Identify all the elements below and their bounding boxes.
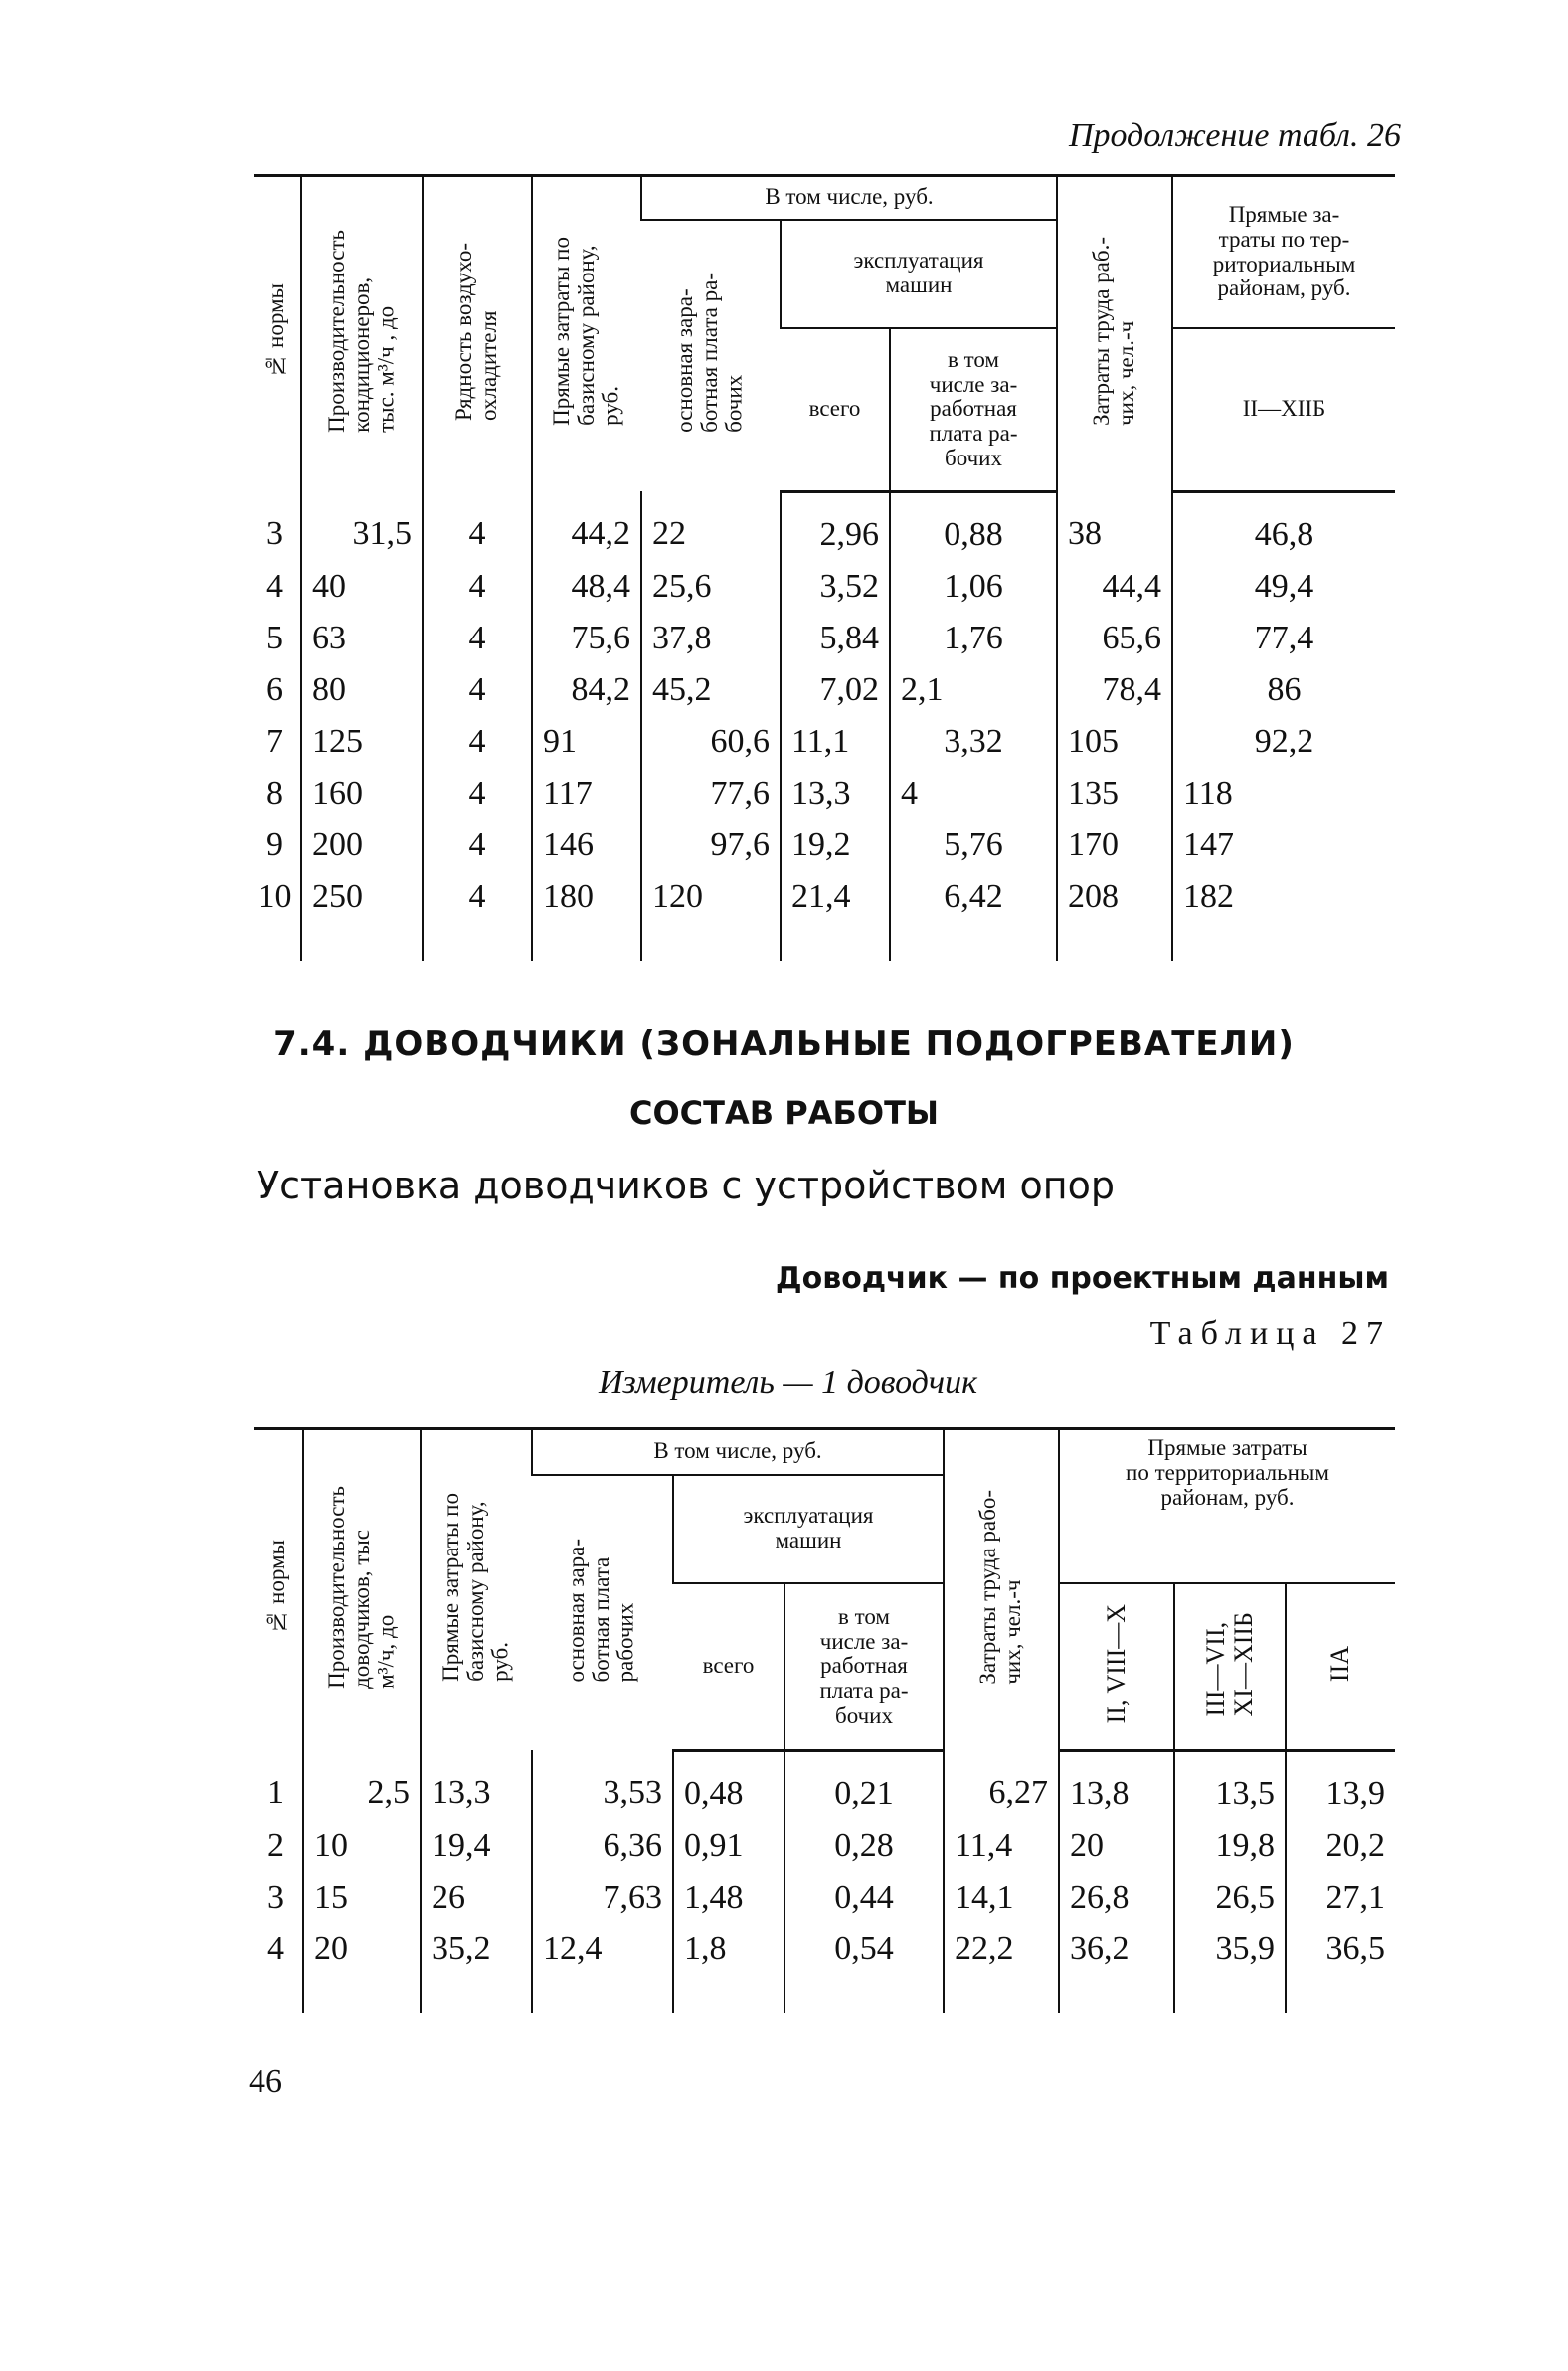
table-cell: 86 xyxy=(1172,664,1395,716)
table-cell: 3 xyxy=(267,1878,284,1915)
col-incl-wage-header: в том числе за- работная плата ра- бочих xyxy=(890,328,1057,491)
header-label: Рядность воздухо- охладителя xyxy=(451,242,501,421)
table-cell: 13,3 xyxy=(421,1750,532,1820)
header-label: № нормы xyxy=(264,1540,290,1635)
table-cell: 22 xyxy=(641,491,781,561)
table-cell: 21,4 xyxy=(781,871,890,961)
header-label: основная зара- ботная плата ра- бочих xyxy=(672,273,747,434)
col-labor-header xyxy=(944,1429,1059,1751)
machines-group-header: эксплуатация машин xyxy=(673,1475,944,1584)
header-label: Прямые затраты по базисному району, руб. xyxy=(548,237,623,427)
table-cell: 26,5 xyxy=(1174,1872,1286,1923)
col-direct-base-header xyxy=(421,1429,532,1751)
col-incl-wage-header: в том числе за- работная плата ра- бочих xyxy=(784,1583,944,1750)
col-wage-header xyxy=(532,1475,673,1751)
table-cell: 125 xyxy=(301,716,423,768)
table-cell: 182 xyxy=(1172,871,1395,961)
table-row xyxy=(254,1820,1395,1872)
table-cell: 3 xyxy=(266,514,283,552)
table-cell: 27,1 xyxy=(1286,1872,1395,1923)
table-cell: 35,2 xyxy=(421,1923,532,2013)
table-cell: 118 xyxy=(1172,768,1395,820)
table-cell: 60,6 xyxy=(641,716,781,768)
header-label: III—VII, XI—XIIБ xyxy=(1200,1611,1258,1717)
table-cell: 4 xyxy=(423,716,532,768)
table-cell: 49,4 xyxy=(1172,561,1395,613)
incl-group-header: В том числе, руб. xyxy=(532,1429,944,1475)
col-norm-header xyxy=(254,176,301,492)
header-label: основная зара- ботная плата рабочих xyxy=(564,1538,638,1683)
page-number: 46 xyxy=(249,2063,282,2099)
header-label: Производительность доводчиков, тыс м³/ч, до xyxy=(323,1486,399,1690)
table-cell: 37,8 xyxy=(641,613,781,664)
composition-title: СОСТАВ РАБОТЫ xyxy=(628,1094,940,1132)
header-label: Производительность кондиционеров, тыс. м³/ч , до xyxy=(323,230,399,434)
table-cell: 5,84 xyxy=(781,613,890,664)
table-cell: 38 xyxy=(1057,491,1172,561)
table-cell: 105 xyxy=(1057,716,1172,768)
table-cell: 117 xyxy=(532,768,641,820)
table-cell: 84,2 xyxy=(532,664,641,716)
col-wage-header xyxy=(641,220,781,492)
table-cell: 13,5 xyxy=(1174,1750,1286,1820)
table-cell: 2 xyxy=(267,1826,284,1864)
table-cell: 35,9 xyxy=(1174,1923,1286,2013)
table-cell: 5,76 xyxy=(890,820,1057,871)
header-label: Затраты труда рабо- чих, чел.-ч xyxy=(975,1490,1025,1685)
table-row xyxy=(254,871,1395,961)
table-cell: 13,9 xyxy=(1286,1750,1395,1820)
table-cell: 0,54 xyxy=(784,1923,944,2013)
col-productivity-header xyxy=(303,1429,421,1751)
table-cell: 26,8 xyxy=(1059,1872,1174,1923)
table-row xyxy=(254,768,1395,820)
measure-label: Измеритель — 1 доводчик xyxy=(599,1365,977,1401)
table-cell: 20,2 xyxy=(1286,1820,1395,1872)
header-label: Затраты труда раб.- чих, чел.-ч xyxy=(1089,237,1138,427)
table-cell: 1,8 xyxy=(673,1923,784,2013)
table-cell: 3,32 xyxy=(890,716,1057,768)
table-cell: 147 xyxy=(1172,820,1395,871)
table-cell: 44,4 xyxy=(1057,561,1172,613)
table-cell: 97,6 xyxy=(641,820,781,871)
table-cell: 10 xyxy=(258,877,292,915)
table-cell: 6,42 xyxy=(890,871,1057,961)
table-cell: 0,88 xyxy=(890,491,1057,561)
table-cell: 26 xyxy=(421,1872,532,1923)
header-label: IIA xyxy=(1325,1645,1355,1682)
table-cell: 6,27 xyxy=(944,1750,1059,1820)
header-label: № нормы xyxy=(263,283,289,379)
table-cell: 0,91 xyxy=(673,1820,784,1872)
table-cell: 250 xyxy=(301,871,423,961)
table-cell: 31,5 xyxy=(301,491,423,561)
table-cell: 40 xyxy=(301,561,423,613)
table-cell: 13,3 xyxy=(781,768,890,820)
table-cell: 14,1 xyxy=(944,1872,1059,1923)
table-cell: 3,53 xyxy=(532,1750,673,1820)
table-cell: 65,6 xyxy=(1057,613,1172,664)
col-labor-header xyxy=(1057,176,1172,492)
table-cell: 11,1 xyxy=(781,716,890,768)
header-label: Прямые затраты по базисному району, руб. xyxy=(437,1493,513,1683)
table-cell: 7,63 xyxy=(532,1872,673,1923)
table-cell: 4 xyxy=(423,561,532,613)
header-label: II, VIII—X xyxy=(1101,1604,1131,1724)
table-cell: 48,4 xyxy=(532,561,641,613)
table-cell: 4 xyxy=(423,768,532,820)
incl-group-header: В том числе, руб. xyxy=(641,176,1057,220)
table-cell: 0,28 xyxy=(784,1820,944,1872)
regional-group-header: Прямые затраты по территориальным районам, руб. xyxy=(1059,1429,1395,1584)
table-cell: 4 xyxy=(423,664,532,716)
table-cell: 20 xyxy=(1059,1820,1174,1872)
table-cell: 45,2 xyxy=(641,664,781,716)
table-cell: 1 xyxy=(267,1773,284,1811)
table-cell: 4 xyxy=(423,613,532,664)
table-cell: 9 xyxy=(266,825,283,863)
table-cell: 12,4 xyxy=(532,1923,673,2013)
table-cell: 80 xyxy=(301,664,423,716)
table-cell: 0,44 xyxy=(784,1872,944,1923)
col-total-header: всего xyxy=(781,328,890,491)
regional-group-header: Прямые за- траты по тер- риториальным районам, руб. xyxy=(1172,176,1395,329)
table-cell: 19,4 xyxy=(421,1820,532,1872)
table-cell: 208 xyxy=(1057,871,1172,961)
col-direct-base-header xyxy=(532,176,641,492)
table-cell: 5 xyxy=(266,619,283,656)
col-region1-header xyxy=(1059,1583,1174,1750)
col-norm-header xyxy=(254,1429,303,1751)
table-cell: 6 xyxy=(266,670,283,708)
table-cell: 8 xyxy=(266,774,283,812)
table-cell: 13,8 xyxy=(1059,1750,1174,1820)
table-cell: 200 xyxy=(301,820,423,871)
table-cell: 160 xyxy=(301,768,423,820)
table-cell: 19,2 xyxy=(781,820,890,871)
col-region2-header xyxy=(1174,1583,1286,1750)
table-cell: 77,4 xyxy=(1172,613,1395,664)
table-cell: 4 xyxy=(423,820,532,871)
table-cell: 2,96 xyxy=(781,491,890,561)
table-cell: 77,6 xyxy=(641,768,781,820)
col-region-header: II—XIIБ xyxy=(1172,328,1395,491)
table-cell: 63 xyxy=(301,613,423,664)
table-cell: 120 xyxy=(641,871,781,961)
table-cell: 180 xyxy=(532,871,641,961)
table-cell: 20 xyxy=(303,1923,421,2013)
table-cell: 146 xyxy=(532,820,641,871)
table-cell: 92,2 xyxy=(1172,716,1395,768)
table-cell: 78,4 xyxy=(1057,664,1172,716)
table-cell: 0,21 xyxy=(784,1750,944,1820)
table-cell: 1,06 xyxy=(890,561,1057,613)
table-cell: 46,8 xyxy=(1172,491,1395,561)
table-row xyxy=(254,820,1395,871)
table-row xyxy=(254,613,1395,664)
table-cell: 25,6 xyxy=(641,561,781,613)
table-cell: 135 xyxy=(1057,768,1172,820)
table-cell: 2,5 xyxy=(303,1750,421,1820)
table-row xyxy=(254,664,1395,716)
table-cell: 3,52 xyxy=(781,561,890,613)
table-cell: 0,48 xyxy=(673,1750,784,1820)
table-27 xyxy=(254,1427,1395,2013)
table-cell: 4 xyxy=(890,768,1057,820)
table-cell: 7,02 xyxy=(781,664,890,716)
table-cell: 6,36 xyxy=(532,1820,673,1872)
table-row xyxy=(254,1750,1395,1820)
work-description: Установка доводчиков с устройством опор xyxy=(257,1164,1115,1207)
unit-name: Доводчик — по проектным данным xyxy=(775,1261,1389,1296)
table-cell: 15 xyxy=(303,1872,421,1923)
col-total-header: всего xyxy=(673,1583,784,1750)
table-cell: 1,76 xyxy=(890,613,1057,664)
table-cell: 75,6 xyxy=(532,613,641,664)
table-cell: 7 xyxy=(266,722,283,760)
table-row xyxy=(254,1923,1395,2013)
section-title: 7.4. ДОВОДЧИКИ (ЗОНАЛЬНЫЕ ПОДОГРЕВАТЕЛИ) xyxy=(273,1024,1295,1064)
col-rows-cooler-header xyxy=(423,176,532,492)
table-26 xyxy=(254,174,1395,961)
table-row xyxy=(254,491,1395,561)
table-number: Таблица 27 xyxy=(1149,1315,1391,1352)
table-cell: 4 xyxy=(267,1929,284,1967)
machines-group-header: эксплуатация машин xyxy=(781,220,1057,329)
table-cell: 44,2 xyxy=(532,491,641,561)
table-cell: 1,48 xyxy=(673,1872,784,1923)
table-row xyxy=(254,561,1395,613)
table-cell: 22,2 xyxy=(944,1923,1059,2013)
table-cell: 4 xyxy=(423,491,532,561)
table-cell: 36,2 xyxy=(1059,1923,1174,2013)
table-cell: 91 xyxy=(532,716,641,768)
col-region3-header xyxy=(1286,1583,1395,1750)
table-cell: 19,8 xyxy=(1174,1820,1286,1872)
table-cell: 4 xyxy=(266,567,283,605)
table-cell: 11,4 xyxy=(944,1820,1059,1872)
continuation-label: Продолжение табл. 26 xyxy=(1068,117,1401,154)
table-cell: 4 xyxy=(423,871,532,961)
table-cell: 10 xyxy=(303,1820,421,1872)
table-cell: 36,5 xyxy=(1286,1923,1395,2013)
table-cell: 170 xyxy=(1057,820,1172,871)
col-productivity-header xyxy=(301,176,423,492)
table-row xyxy=(254,1872,1395,1923)
table-row xyxy=(254,716,1395,768)
table-cell: 2,1 xyxy=(890,664,1057,716)
